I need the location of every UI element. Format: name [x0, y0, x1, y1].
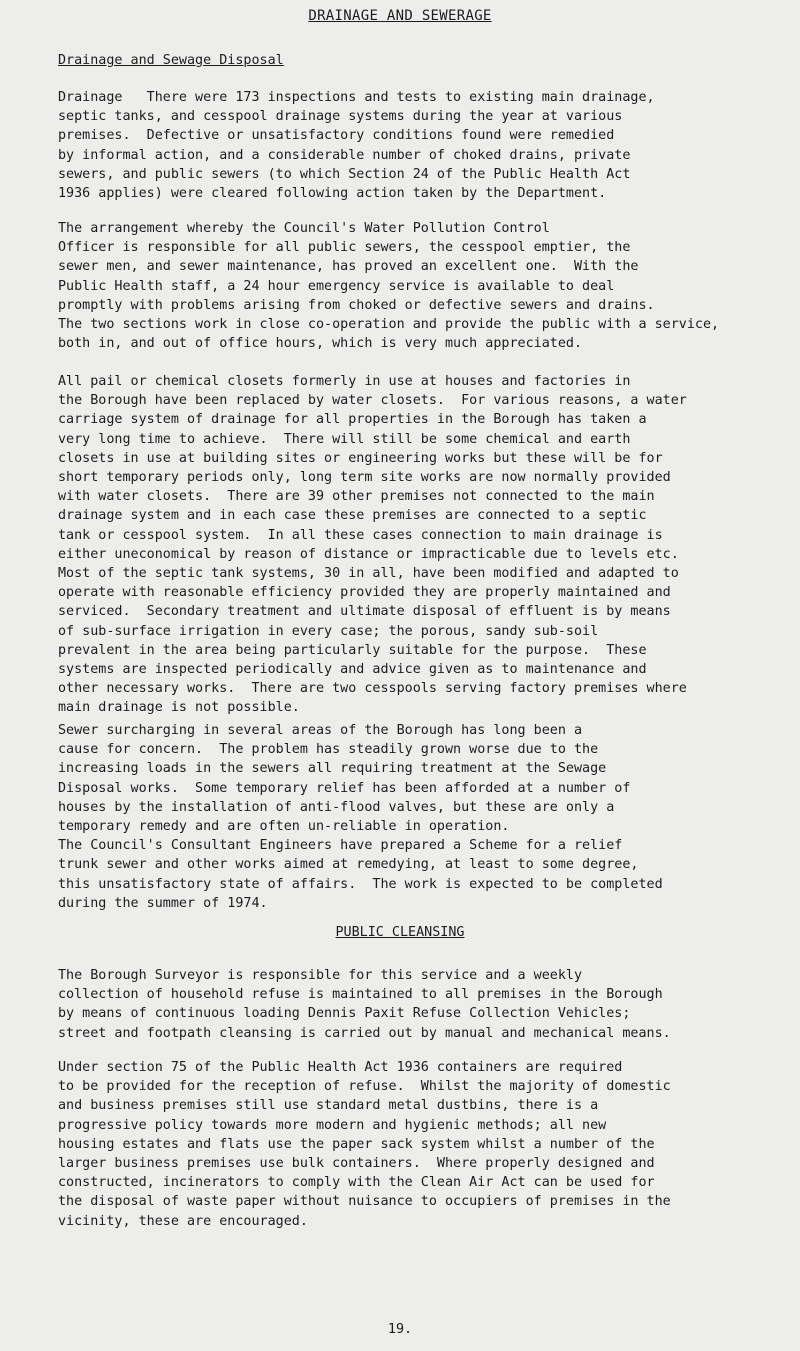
public-cleansing-heading: PUBLIC CLEANSING	[335, 925, 465, 940]
paragraph-arrangement: The arrangement whereby the Council's Water Pollution Control Officer is responsible for all public sewers, the cesspool emptier, the sewer men, and sewer maintenance, has proved an excellent one. With the Public Health staff, a 24 hour emergency service is available to deal promptly with problems arising from choked or defective sewers and drains. The two sections work in close co-operation and provide the public with a service, both in, and out of office hours, which is very much appreciated.	[58, 221, 720, 352]
paragraph-containers: Under section 75 of the Public Health Act 1936 containers are required to be provided for the reception of refuse. Whilst the majority of domestic and business premises still use standard metal dustbins, there is a progressive policy towards more modern and hygienic methods; all new housing estates and flats use the paper sack system whilst a number of the larger business premises use bulk containers. Where properly designed and constructed, incinerators to comply with the Clean Air Act can be used for the disposal of waste paper without nuisance to occupiers of premises in the vicinity, these are encouraged.	[58, 1060, 671, 1229]
paragraph-surveyor: The Borough Surveyor is responsible for this service and a weekly collection of household refuse is maintained to all premises in the Borough by means of continuous loading Dennis Paxit Refuse Collection Vehicles; street and footpath cleansing is carried out by manual and mechanical means.	[58, 968, 671, 1041]
section-subheading: Drainage and Sewage Disposal	[58, 53, 284, 68]
paragraph-drainage: Drainage There were 173 inspections and tests to existing main drainage, septic tanks, and cesspool drainage systems during the year at various premises. Defective or unsatisfactory conditions found were remedied by informal action, and a considerable number of choked drains, private sewers, and public sewers (to which Section 24 of the Public Health Act 1936 applies) were cleared following action taken by the Department.	[58, 90, 655, 202]
page-title: DRAINAGE AND SEWERAGE	[308, 8, 492, 24]
page-number: 19.	[387, 1322, 413, 1337]
paragraph-closets: All pail or chemical closets formerly in use at houses and factories in the Borough have been replaced by water closets. For various reasons, a water carriage system of drainage for all properties in the Borough has taken a very long time to achieve. There will still be some chemical and earth closets in use at building sites or engineering works but these will be for short temporary periods only, long term site works are now normally provided with water closets. There are 39 other premises not connected to the main drainage system and in each case these premises are connected to a septic tank or cesspool system. In all these cases connection to main drainage is either uneconomical by reason of distance or impracticable due to levels etc. Most of the septic tank systems, 30 in all, have been modified and adapted to operate with reasonable efficiency provided they are properly maintained and serviced. Secondary treatment and ultimate disposal of effluent is by means of sub-surface irrigation in every case; the porous, sandy sub-soil prevalent in the area being particularly suitable for the purpose. These systems are inspected periodically and advice given as to maintenance and other necessary works. There are two cesspools serving factory premises where main drainage is not possible.	[58, 374, 687, 716]
paragraph-surcharging: Sewer surcharging in several areas of the Borough has long been a cause for concern. The problem has steadily grown worse due to the increasing loads in the sewers all requiring treatment at the Sewage Disposal works. Some temporary relief has been afforded at a number of houses by the installation of anti-flood valves, but these are only a temporary remedy and are often un-reliable in operation. The Council's Consultant Engineers have prepared a Scheme for a relief trunk sewer and other works aimed at remedying, at least to some degree, this unsatisfactory state of affairs. The work is expected to be completed during the summer of 1974.	[58, 723, 663, 911]
